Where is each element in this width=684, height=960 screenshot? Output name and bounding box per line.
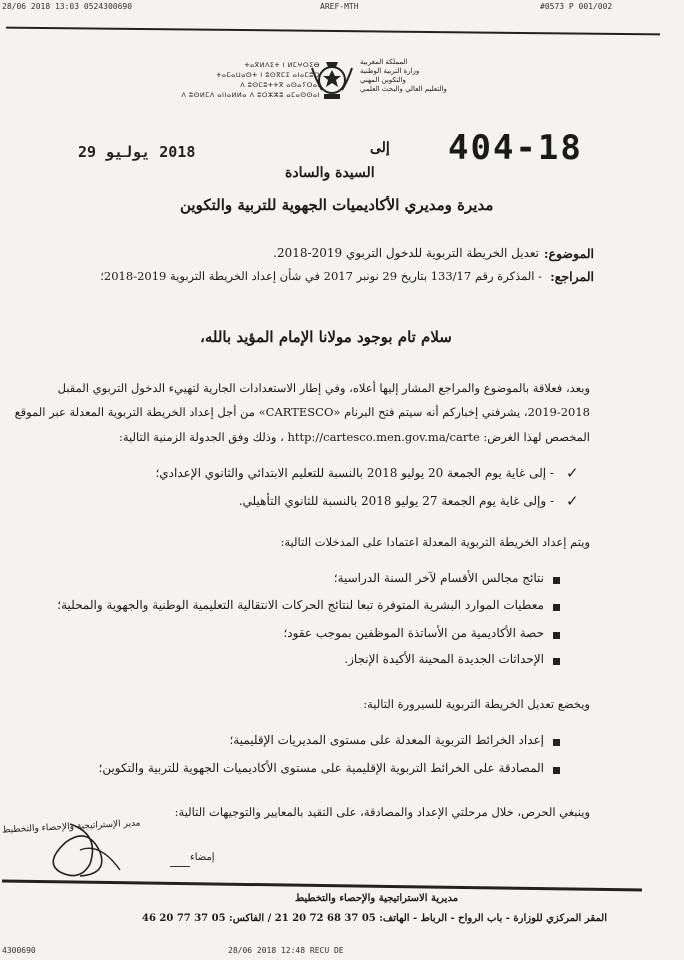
footer-rule <box>2 880 642 892</box>
bullet-square-icon <box>553 604 560 611</box>
bullet-square-icon <box>553 739 560 746</box>
fax-header <box>0 0 684 14</box>
intro-line: المخصص لهذا الغرض: http://cartesco.men.gov.ma/carte ، وذلك وفق الجدولة الزمنية التالية: <box>118 430 590 444</box>
letterhead-tifinagh <box>175 60 320 100</box>
references-text: - المذكرة رقم 133/17 بتاريخ 29 نونبر 2017 في شأن إعداد الخريطة التربوية 2019-2018؛ <box>100 269 542 283</box>
footer-department: مديرية الاستراتيجية والإحصاء والتخطيط <box>295 893 459 904</box>
letterhead-arabic-line: المملكة المغربية <box>360 58 408 66</box>
signature-label: إمضاء <box>190 852 215 863</box>
coat-of-arms-icon <box>308 58 356 102</box>
letterhead-arabic-line: والتعليم العالي والبحث العلمي <box>360 85 447 93</box>
process-item: المصادقة على الخرائط التربوية الإقليمية على مستوى الأكاديميات الجهوية للتربية والتكوين؛ <box>98 761 544 775</box>
fax-footer-middle: 28/06 2018 12:48 RECU DE <box>228 946 344 955</box>
stamp-line: مدير الإستراتيجية والإحصاء والتخطيط <box>1 818 141 836</box>
letterhead-tifinagh-line: ⴷ ⵓⵙⵎⵓⵜⵜⴳ ⴰⵙⴰⵢⵔⴰⵏ <box>240 81 320 89</box>
letterhead-tifinagh-line: ⵜⴰⴳⵍⴷⵉⵜ ⵏ ⵍⵎⵖⵔⵉⴱ <box>244 61 320 69</box>
fax-header-middle: AREF-MTH <box>320 2 359 11</box>
reference-number: 404-18 <box>448 128 583 168</box>
greeting: سلام تام بوجود مولانا الإمام المؤيد بالله، <box>200 328 452 346</box>
schedule-item: - إلى غاية يوم الجمعة 20 يوليو 2018 بالنسبة للتعليم الابتدائي والثانوي الإعدادي؛ <box>155 466 554 480</box>
input-item: نتائج مجالس الأقسام لآخر السنة الدراسية؛ <box>333 571 544 585</box>
subject-text: تعديل الخريطة التربوية للدخول التربوي 2019-2018. <box>273 246 539 260</box>
letter-date: 2018 يوليو 29 <box>78 143 196 161</box>
input-item: معطيات الموارد البشرية المتوفرة تبعا لنتائج الحركات الانتقالية التعليمية الوطنية والجهوية والمحلية؛ <box>57 598 544 612</box>
letterhead-tifinagh-line: ⵜⴰⵎⴰⵡⴰⵙⵜ ⵏ ⵓⵙⴳⵎⵉ ⴰⵏⴰⵎⵓⵔ <box>216 71 320 79</box>
process-item: إعداد الخرائط التربوية المعدلة على مستوى المديريات الإقليمية؛ <box>229 733 544 747</box>
top-rule <box>6 27 660 36</box>
intro-line: وبعد، فعلاقة بالموضوع والمراجع المشار إليها أعلاه، وفي إطار الاستعدادات الجارية لتهييء الدخول التربوي المقبل <box>57 381 590 395</box>
check-mark-icon: ✓ <box>566 464 579 482</box>
letterhead-tifinagh-line: ⴷ ⵓⵙⵍⵎⴷ ⴰⵏⵏⴰⵍⵍⴰ ⴷ ⵓⵔⵣⵣⵓ ⴰⵎⴰⵙⵙⴰⵏ <box>181 91 320 99</box>
input-item: حصة الأكاديمية من الأساتذة الموظفين بموجب عقود؛ <box>283 626 544 640</box>
signature-line <box>170 866 190 867</box>
recipient-title: السيدة والسادة <box>285 165 375 181</box>
fax-footer-left: 4300690 <box>2 946 36 955</box>
bullet-square-icon <box>553 632 560 639</box>
check-mark-icon: ✓ <box>566 492 579 510</box>
bullet-square-icon <box>553 658 560 665</box>
intro-line: 2019-2018، يشرفني إخباركم أنه سيتم فتح البرنام «CARTESCO» من أجل إعداد الخريطة التربوية المعدلة عبر الموقع <box>14 405 590 419</box>
letterhead-arabic-line: وزارة التربية الوطنية <box>360 67 420 75</box>
footer-address: المقر المركزي للوزارة - باب الرواح - الرباط - الهاتف: 05 37 68 72 20 21 / الفاكس: 05 37 77 20 46 <box>142 913 607 924</box>
recipient-name: مديرة ومديري الأكاديميات الجهوية للتربية والتكوين <box>180 196 494 214</box>
bullet-square-icon <box>553 767 560 774</box>
input-item: الإحداثات الجديدة المحينة الأكيدة الإنجاز. <box>344 652 544 666</box>
fax-header-right: #0573 P 001/002 <box>540 2 613 11</box>
letterhead-arabic-line: والتكوين المهني <box>360 76 406 84</box>
bullet-square-icon <box>553 577 560 584</box>
schedule-item: - وإلى غاية يوم الجمعة 27 يوليو 2018 بالنسبة للثانوي التأهيلي. <box>238 494 554 508</box>
references-label: المراجع: <box>550 269 594 284</box>
inputs-intro: ويتم إعداد الخريطة التربوية المعدلة اعتمادا على المدخلات التالية: <box>280 535 590 549</box>
letterhead-arabic <box>360 58 460 94</box>
fax-header-left: 28/06 2018 13:03 0524300690 <box>2 2 133 11</box>
process-intro: ويخضع تعديل الخريطة التربوية للسيرورة التالية: <box>363 697 590 711</box>
subject-label: الموضوع: <box>543 246 594 261</box>
recipient-to: إلى <box>370 140 390 156</box>
closing-line: وينبغي الحرص، خلال مرحلتي الإعداد والمصادقة، على التقيد بالمعايير والتوجيهات التالية: <box>174 805 590 819</box>
